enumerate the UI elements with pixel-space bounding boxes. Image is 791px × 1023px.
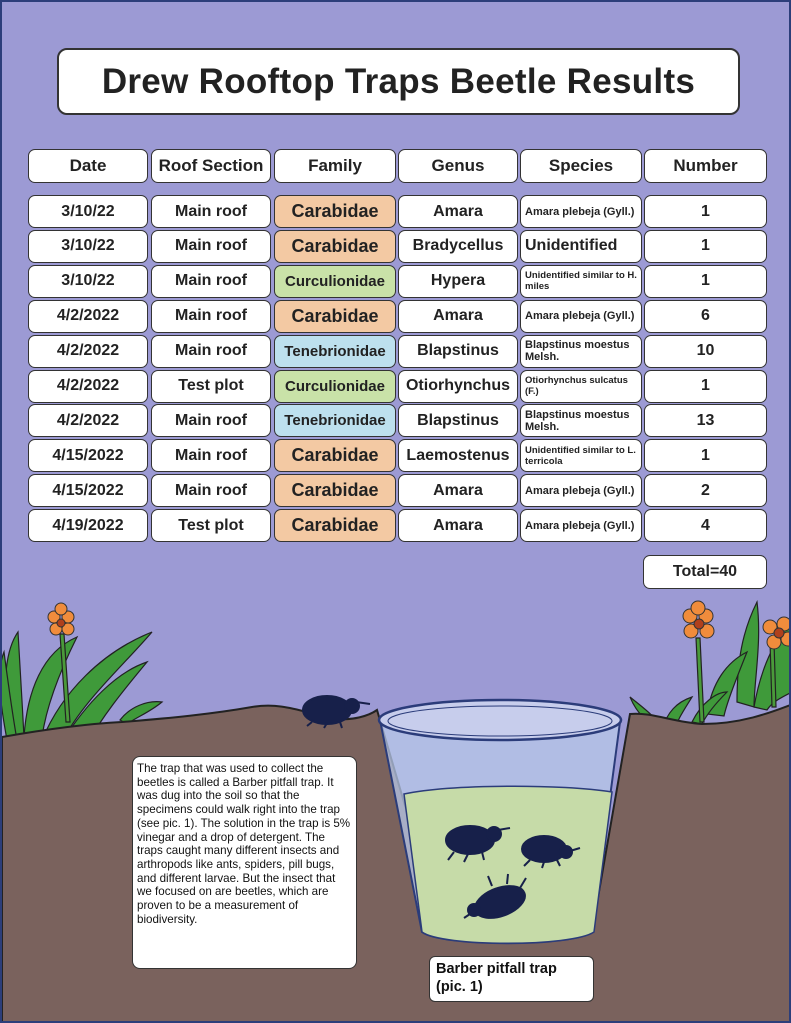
number-cell: 4	[644, 509, 767, 542]
number-cell: 6	[644, 300, 767, 333]
date-cell: 4/2/2022	[28, 404, 148, 437]
header-family: Family	[274, 149, 396, 183]
species-cell: Amara plebeja (Gyll.)	[520, 300, 642, 333]
section-cell: Main roof	[151, 404, 271, 437]
genus-cell: Otiorhynchus	[398, 370, 518, 403]
number-cell: 2	[644, 474, 767, 507]
section-cell: Main roof	[151, 439, 271, 472]
genus-cell: Laemostenus	[398, 439, 518, 472]
family-cell: Carabidae	[274, 439, 396, 472]
species-cell: Unidentified similar to H. miles	[520, 265, 642, 298]
genus-cell: Amara	[398, 195, 518, 228]
section-cell: Main roof	[151, 335, 271, 368]
page-title: Drew Rooftop Traps Beetle Results	[101, 61, 696, 101]
genus-cell: Hypera	[398, 265, 518, 298]
family-cell: Carabidae	[274, 474, 396, 507]
date-cell: 3/10/22	[28, 265, 148, 298]
genus-cell: Blapstinus	[398, 404, 518, 437]
family-cell: Curculionidae	[274, 265, 396, 298]
trap-description: The trap that was used to collect the beetles is called a Barber pitfall trap. It was dug into the soil so that the specimens could walk right into the trap (see pic. 1). The solution in the trap is 5% vinegar and a drop of detergent. The traps caught many different insects and arthropods like ants, spiders, pill bugs, and different larvae. But the insect that we focused on are beetles, which are proven to be a measurement of biodiversity.	[132, 756, 357, 969]
date-cell: 4/2/2022	[28, 335, 148, 368]
date-cell: 4/15/2022	[28, 439, 148, 472]
right-flower-icon	[683, 601, 714, 638]
family-cell: Carabidae	[274, 300, 396, 333]
number-cell: 1	[644, 265, 767, 298]
trap-caption: Barber pitfall trap (pic. 1)	[429, 956, 594, 1002]
number-cell: 13	[644, 404, 767, 437]
header-number: Number	[644, 149, 767, 183]
genus-cell: Bradycellus	[398, 230, 518, 263]
section-cell: Test plot	[151, 509, 271, 542]
species-cell: Otiorhynchus sulcatus (F.)	[520, 370, 642, 403]
genus-cell: Amara	[398, 509, 518, 542]
left-flower-icon	[48, 603, 74, 635]
header-date: Date	[28, 149, 148, 183]
family-cell: Carabidae	[274, 230, 396, 263]
date-cell: 4/2/2022	[28, 300, 148, 333]
header-roof-section: Roof Section	[151, 149, 271, 183]
number-cell: 1	[644, 230, 767, 263]
family-cell: Carabidae	[274, 195, 396, 228]
right-flower-partial-icon	[763, 617, 791, 649]
species-cell: Unidentified similar to L. terricola	[520, 439, 642, 472]
date-cell: 3/10/22	[28, 195, 148, 228]
genus-cell: Amara	[398, 300, 518, 333]
number-cell: 10	[644, 335, 767, 368]
genus-cell: Blapstinus	[398, 335, 518, 368]
family-cell: Carabidae	[274, 509, 396, 542]
species-cell: Amara plebeja (Gyll.)	[520, 474, 642, 507]
species-cell: Amara plebeja (Gyll.)	[520, 195, 642, 228]
date-cell: 3/10/22	[28, 230, 148, 263]
number-cell: 1	[644, 195, 767, 228]
species-cell: Amara plebeja (Gyll.)	[520, 509, 642, 542]
number-cell: 1	[644, 370, 767, 403]
family-cell: Tenebrionidae	[274, 335, 396, 368]
family-cell: Tenebrionidae	[274, 404, 396, 437]
date-cell: 4/2/2022	[28, 370, 148, 403]
date-cell: 4/19/2022	[28, 509, 148, 542]
header-species: Species	[520, 149, 642, 183]
date-cell: 4/15/2022	[28, 474, 148, 507]
section-cell: Main roof	[151, 230, 271, 263]
number-cell: 1	[644, 439, 767, 472]
section-cell: Test plot	[151, 370, 271, 403]
title-banner	[57, 48, 740, 115]
section-cell: Main roof	[151, 265, 271, 298]
section-cell: Main roof	[151, 300, 271, 333]
total-count: Total=40	[643, 555, 767, 589]
species-cell: Unidentified	[520, 230, 642, 263]
section-cell: Main roof	[151, 195, 271, 228]
family-cell: Curculionidae	[274, 370, 396, 403]
species-cell: Blapstinus moestus Melsh.	[520, 335, 642, 368]
header-genus: Genus	[398, 149, 518, 183]
genus-cell: Amara	[398, 474, 518, 507]
species-cell: Blapstinus moestus Melsh.	[520, 404, 642, 437]
section-cell: Main roof	[151, 474, 271, 507]
